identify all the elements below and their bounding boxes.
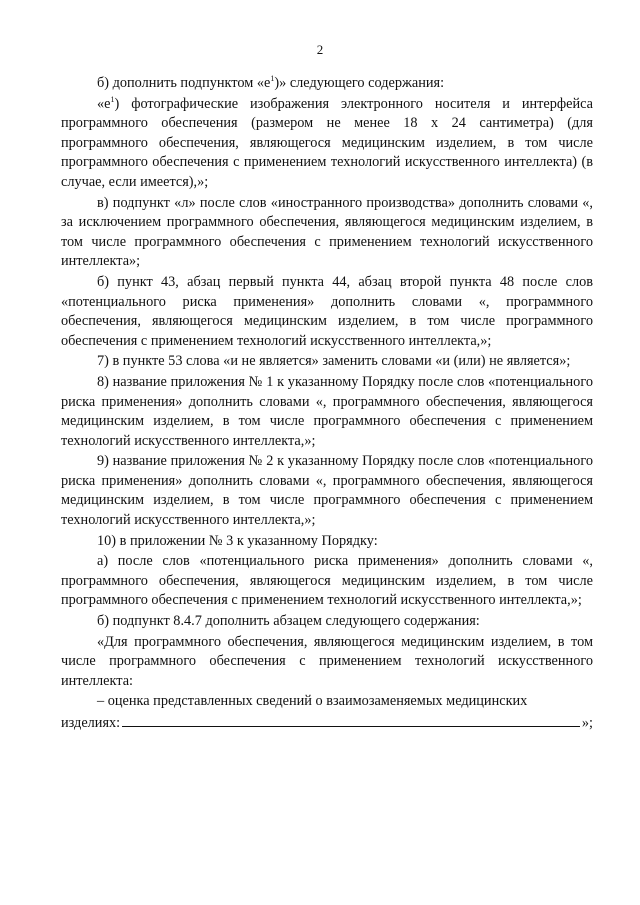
fill-in-line: изделиях: »; <box>61 715 593 731</box>
page-number: 2 <box>316 42 324 57</box>
paragraph: а) после слов «потенциального риска применения» дополнить словами «, программного обеспечения, являющегося медицинским изделием, в том числе программного обеспечения с применением технологий искусственного интеллекта,»; <box>61 553 593 609</box>
paragraph: б) подпункт 8.4.7 дополнить абзацем следующего содержания: <box>97 613 480 630</box>
paragraph: 7) в пункте 53 слова «и не является» заменить словами «и (или) не является»; <box>97 353 571 370</box>
paragraph: «Для программного обеспечения, являющегося медицинским изделием, в том числе программного обеспечения с применением технологий искусственного интеллекта: <box>61 633 593 689</box>
document-body <box>61 74 593 734</box>
paragraph: «$е^1$) фотографические изображения электронного носителя и интерфейса программного обеспечения (размером не менее 18 x 24 сантиметра) (для программного обеспечения, являющегося медицинским изделием, в том числе программного обеспечения с применением технологий искусственного интеллекта) (в случае, если имеется),»; <box>61 94 593 190</box>
blank-underline <box>122 713 580 727</box>
paragraph: – оценка представленных сведений о взаимозаменяемых медицинских <box>97 693 528 710</box>
paragraph: 9) название приложения № 2 к указанному Порядку после слов «потенциального риска применения» дополнить словами «, программного обеспечения, являющегося медицинским изделием, в том числе программного обеспечения с применением технологий искусственного интеллекта,»; <box>61 453 593 529</box>
paragraph: 10) в приложении № 3 к указанному Порядку: <box>97 532 378 549</box>
paragraph: 8) название приложения № 1 к указанному Порядку после слов «потенциального риска применения» дополнить словами «, программного обеспечения, являющегося медицинским изделием, в том числе программного обеспечения с применением технологий искусственного интеллекта,»; <box>61 373 593 449</box>
paragraph: в) подпункт «л» после слов «иностранного производства» дополнить словами «, за исключением программного обеспечения, являющегося медицинским изделием, в том числе программного обеспечения с применением технологий искусственного интеллекта»; <box>61 194 593 270</box>
paragraph: б) дополнить подпунктом «$е^1$)» следующего содержания: <box>97 74 445 91</box>
paragraph: б) пункт 43, абзац первый пункта 44, абзац второй пункта 48 после слов «потенциального риска применения» дополнить словами «, программного обеспечения, являющегося медицинским изделием, в том числе программного обеспечения с применением технологий искусственного интеллекта,»; <box>61 273 593 349</box>
